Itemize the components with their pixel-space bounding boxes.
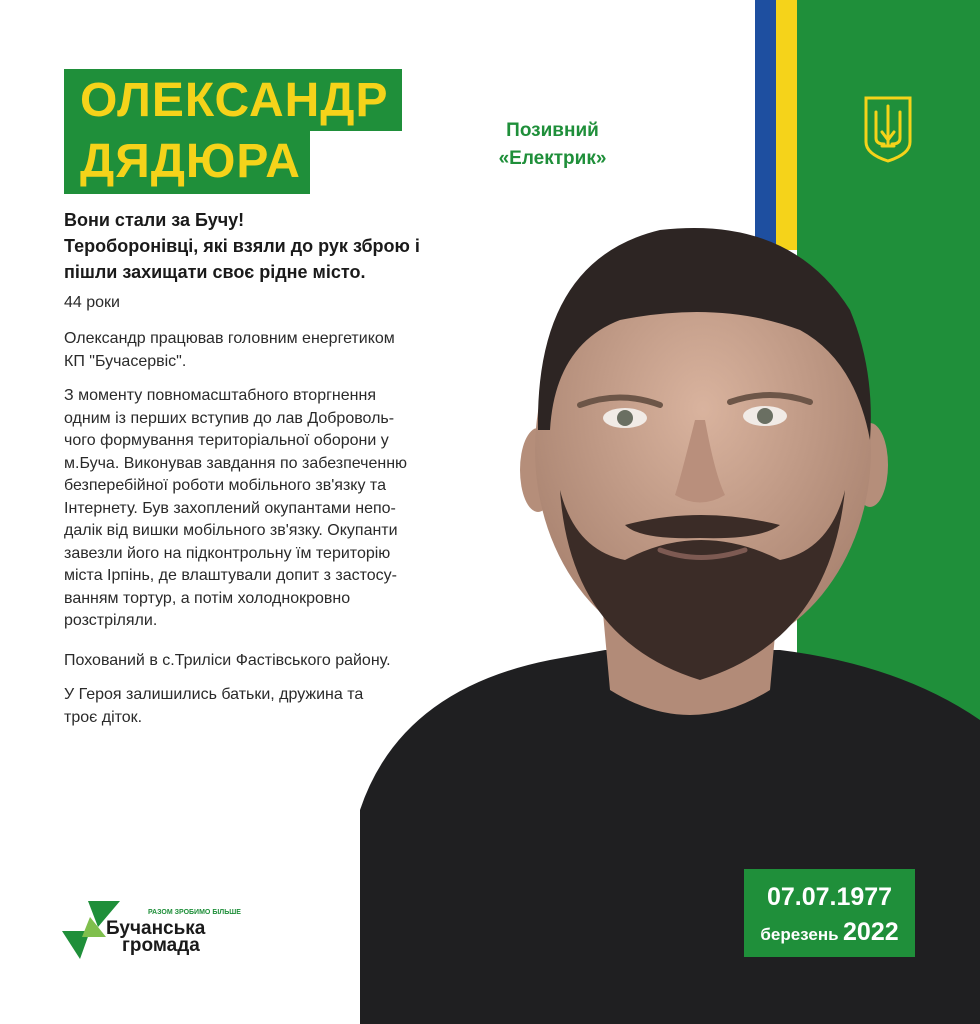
story-line: завезли його на підконтрольну їм територію bbox=[64, 544, 391, 562]
age-text bbox=[64, 292, 120, 315]
story-text bbox=[64, 385, 407, 633]
age-line: 44 роки bbox=[64, 294, 120, 311]
dates-box bbox=[744, 869, 915, 957]
story-line: ванням тортур, а потім холоднокровно bbox=[64, 589, 351, 607]
intro-line: пішли захищати своє рідне місто. bbox=[64, 262, 366, 282]
callsign-block bbox=[440, 117, 665, 173]
job-text bbox=[64, 328, 395, 373]
logo-text-line1: Бучанська bbox=[106, 918, 206, 939]
logo-text-line2: громада bbox=[122, 935, 200, 956]
story-line: безперебійної роботи мобільного зв'язку та bbox=[64, 477, 386, 494]
bucha-community-logo bbox=[62, 893, 241, 963]
story-line: розстріляли. bbox=[64, 612, 158, 629]
death-year: 2022 bbox=[843, 918, 899, 946]
family-text bbox=[64, 684, 363, 729]
callsign-value: «Електрик» bbox=[498, 148, 607, 169]
story-line: З моменту повномасштабного вторгнення bbox=[64, 387, 376, 404]
death-date bbox=[744, 918, 915, 947]
callsign-label: Позивний bbox=[506, 120, 599, 141]
logo-slogan: РАЗОМ ЗРОБИМО БІЛЬШЕ bbox=[148, 909, 241, 916]
intro-line: Тероборонівці, які взяли до рук зброю і bbox=[64, 236, 420, 256]
burial-text bbox=[64, 650, 391, 673]
death-month: березень bbox=[760, 925, 839, 944]
family-line: троє діток. bbox=[64, 708, 143, 726]
story-line: м.Буча. Виконував завдання по забезпеченню bbox=[64, 454, 408, 472]
story-line: чого формування територіальної оборони у bbox=[64, 432, 389, 449]
story-line: міста Ірпінь, де влаштували допит з застосу- bbox=[64, 567, 397, 584]
story-line: одним із перших вступив до лав Доброволь- bbox=[64, 409, 395, 427]
first-name: ОЛЕКСАНДР bbox=[80, 74, 389, 127]
intro-line: Вони стали за Бучу! bbox=[64, 210, 245, 230]
job-line: КП "Бучасервіс". bbox=[64, 352, 187, 370]
burial-line: Похований в с.Триліси Фастівського району. bbox=[64, 652, 391, 669]
job-line: Олександр працював головним енергетиком bbox=[64, 330, 395, 347]
last-name: ДЯДЮРА bbox=[80, 135, 301, 188]
birth-date: 07.07.1977 bbox=[766, 883, 893, 911]
trident-icon bbox=[862, 94, 914, 164]
story-line: Інтернету. Був захоплений окупантами непо- bbox=[64, 499, 396, 517]
flag-stripe-yellow bbox=[776, 0, 797, 250]
family-line: У Героя залишились батьки, дружина та bbox=[64, 686, 364, 703]
story-line: далік від вишки мобільного зв'язку. Окупанти bbox=[64, 522, 398, 539]
flag-stripe-blue bbox=[755, 0, 776, 250]
